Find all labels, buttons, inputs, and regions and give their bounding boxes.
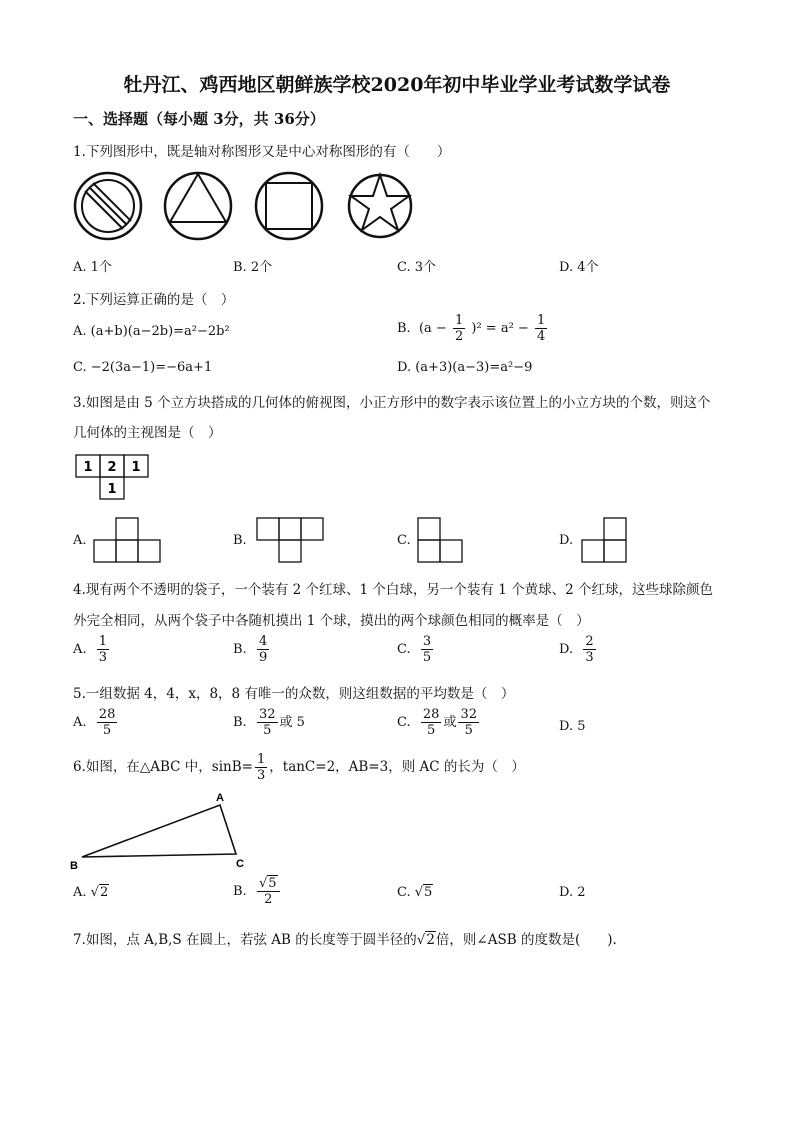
q4-stem-line1: 4.现有两个不透明的袋子，一个装有 2 个红球、1 个白球，另一个装有 1 个黄球、2 个红球，这些球除颜色 [73,582,713,598]
grid-cell-4: 1 [107,482,117,497]
grid-cell-2: 2 [107,460,117,475]
circle-triangle-figure [165,173,231,239]
q4-stem-line2: 外完全相同，从两个袋子中各随机摸出 1 个球，摸出的两个球颜色相同的概率是（ ） [73,613,590,629]
q2-option-a[interactable]: A. (a+b)(a−2b)=a²−2b² [73,324,230,339]
q6-option-b[interactable]: B. $\frac{√5}{2}$ [233,876,282,907]
q7-stem: 7.如图，点 A,B,S 在圆上，若弦 AB 的长度等于圆半径的√2倍，则∠ASB 的度数是( ). [73,932,617,948]
grid-cell-1: 1 [83,460,93,475]
q3-option-d-label[interactable]: D. [559,533,574,548]
vertex-a-label: A [216,792,224,804]
q6-option-d[interactable]: D. 2 [559,885,586,900]
q4-option-c[interactable]: C. $\frac{3}{5}$ [397,634,432,665]
circle-square-figure [256,173,322,239]
q1-option-c[interactable]: C. 3个 [397,260,437,275]
page-title: 牡丹江、鸡西地区朝鲜族学校2020年初中毕业学业考试数学试卷 [123,74,671,96]
vertex-b-label: B [70,860,78,872]
q2-b-fraction-quarter: $\frac{1}{4}$ [536,313,546,344]
vertex-c-label: C [236,858,244,870]
q4-option-d[interactable]: D. $\frac{2}{3}$ [559,634,594,665]
q5-option-d[interactable]: D. 5 [559,719,586,734]
q1-stem: 1.下列图形中，既是轴对称图形又是中心对称图形的有（ ） [73,144,451,160]
q3-option-b-label[interactable]: B. [233,533,247,548]
q3-option-a-figure[interactable] [93,517,163,563]
q6-option-a[interactable]: A. √2 [73,885,109,900]
q1-option-d[interactable]: D. 4个 [559,260,599,275]
q2-option-c[interactable]: C. −2(3a−1)=−6a+1 [73,360,213,375]
q3-option-b-figure[interactable] [256,517,326,563]
q2-option-b[interactable] [397,313,549,344]
q2-stem: 2.下列运算正确的是（ ） [73,292,235,308]
q5-option-a[interactable]: A. $\frac{28}{5}$ [73,707,116,738]
section-heading: 一、选择题（每小题 3分，共 36分） [73,110,325,128]
q3-top-view-grid [75,454,151,500]
q6-stem: 6.如图，在△ABC 中，sinB= $\frac{1}{3}$ ，tanC=2，AB=3，则 AC 的长为（ ） [73,752,525,783]
q2-option-d[interactable]: D. (a+3)(a−3)=a²−9 [397,360,533,375]
q2-b-label: B. [397,321,411,336]
q4-option-a[interactable]: A. $\frac{1}{3}$ [73,634,108,665]
q3-option-d-figure[interactable] [581,517,629,563]
q5-stem: 5.一组数据 4，4，x，8，8 有唯一的众数，则这组数据的平均数是（ ） [73,686,515,702]
q2-b-mid: )² = a² − [471,321,529,336]
q1-option-a[interactable]: A. 1个 [73,260,112,275]
q2-b-open: (a − [418,321,447,336]
q1-figures [70,168,420,244]
q6-triangle-figure [68,789,258,873]
q1-option-b[interactable]: B. 2个 [233,260,273,275]
circle-slash-figure [75,173,141,239]
q6-option-c[interactable]: C. √5 [397,885,433,900]
q3-stem-line1: 3.如图是由 5 个立方块搭成的几何体的俯视图，小正方形中的数字表示该位置上的小立方块的个数，则这个 [73,395,711,411]
q3-option-c-figure[interactable] [417,517,465,563]
q3-option-c-label[interactable]: C. [397,533,411,548]
q5-option-c[interactable]: C. $\frac{28}{5}$ 或 $\frac{32}{5}$ [397,707,477,738]
q5-option-b[interactable]: B. $\frac{32}{5}$ 或 5 [233,707,305,738]
q3-option-a-label[interactable]: A. [73,533,87,548]
grid-cell-3: 1 [131,460,141,475]
circle-star-figure [349,175,411,237]
q3-stem-line2: 几何体的主视图是（ ） [73,425,222,441]
q2-b-fraction-half: $\frac{1}{2}$ [454,313,464,344]
q4-option-b[interactable]: B. $\frac{4}{9}$ [233,634,268,665]
